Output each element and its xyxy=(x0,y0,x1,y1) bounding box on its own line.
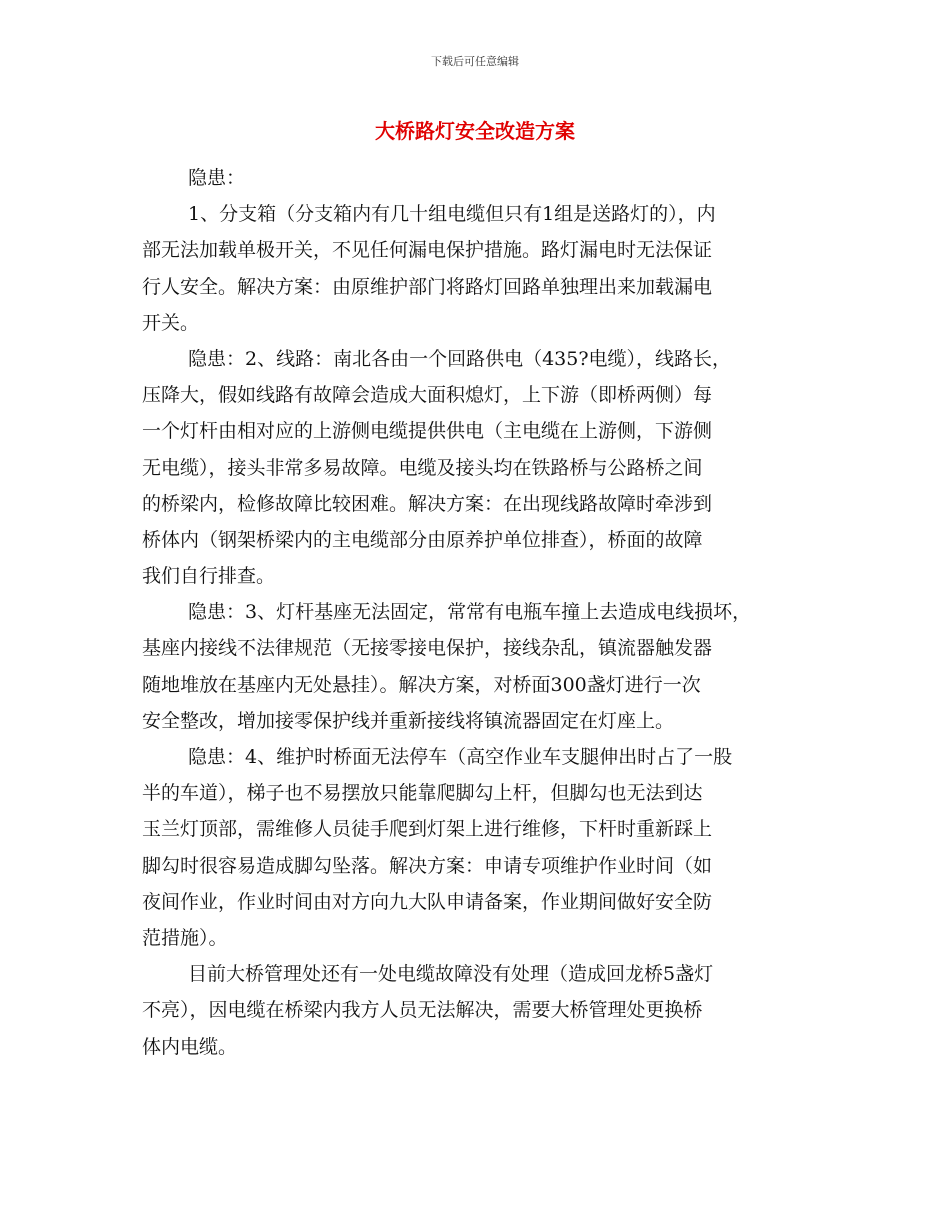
text-line: 一个灯杆由相对应的上游侧电缆提供供电（主电缆在上游侧，下游侧 xyxy=(142,420,713,443)
text-line: 夜间作业，作业时间由对方向九大队申请备案，作业期间做好安全防 xyxy=(142,890,713,913)
text-line: 安全整改，增加接零保护线并重新接线将镇流器固定在灯座上。 xyxy=(142,709,675,732)
text-line: 我们自行排查。 xyxy=(142,565,276,588)
text-line: 半的车道），梯子也不易摆放只能靠爬脚勾上杆，但脚勾也无法到达 xyxy=(142,782,703,805)
header-note: 下载后可任意编辑 xyxy=(431,55,519,68)
text-line: 脚勾时很容易造成脚勾坠落。解决方案：申请专项维护作业时间（如 xyxy=(142,854,713,877)
document-title: 大桥路灯安全改造方案 xyxy=(375,119,575,143)
text-line: 隐患：3、灯杆基座无法固定，常常有电瓶车撞上去造成电线损坏， xyxy=(188,601,752,624)
text-line: 玉兰灯顶部，需维修人员徒手爬到灯架上进行维修，下杆时重新踩上 xyxy=(142,818,713,841)
text-line: 开关。 xyxy=(142,311,200,334)
text-line: 压降大，假如线路有故障会造成大面积熄灯，上下游（即桥两侧）每 xyxy=(142,384,713,407)
text-line: 体内电缆。 xyxy=(142,1035,238,1058)
text-line: 行人安全。解决方案：由原维护部门将路灯回路单独理出来加载漏电 xyxy=(142,275,713,298)
text-line: 的桥梁内，检修故障比较困难。解决方案：在出现线路故障时牵涉到 xyxy=(142,492,713,515)
text-line: 范措施）。 xyxy=(142,926,228,949)
text-line: 随地堆放在基座内无处悬挂）。解决方案，对桥面300盏灯进行一次 xyxy=(142,673,701,696)
text-line: 不亮），因电缆在桥梁内我方人员无法解决，需要大桥管理处更换桥 xyxy=(142,999,703,1022)
text-line: 无电缆），接头非常多易故障。电缆及接头均在铁路桥与公路桥之间 xyxy=(142,456,703,479)
text-line: 基座内接线不法律规范（无接零接电保护，接线杂乱，镇流器触发器 xyxy=(142,637,713,660)
text-line: 部无法加载单极开关，不见任何漏电保护措施。路灯漏电时无法保证 xyxy=(142,239,713,262)
text-line: 1、分支箱（分支箱内有几十组电缆但只有1组是送路灯的），内 xyxy=(188,203,716,226)
text-line: 桥体内（钢架桥梁内的主电缆部分由原养护单位排查），桥面的故障 xyxy=(142,528,703,551)
text-line: 隐患：2、线路：南北各由一个回路供电（435?电缆），线路长， xyxy=(188,347,732,370)
document-body xyxy=(142,160,810,1065)
text-line: 隐患：4、维护时桥面无法停车（高空作业车支腿伸出时占了一股 xyxy=(188,746,733,768)
text-line: 隐患： xyxy=(188,167,246,189)
text-line: 目前大桥管理处还有一处电缆故障没有处理（造成回龙桥5盏灯 xyxy=(188,963,714,986)
